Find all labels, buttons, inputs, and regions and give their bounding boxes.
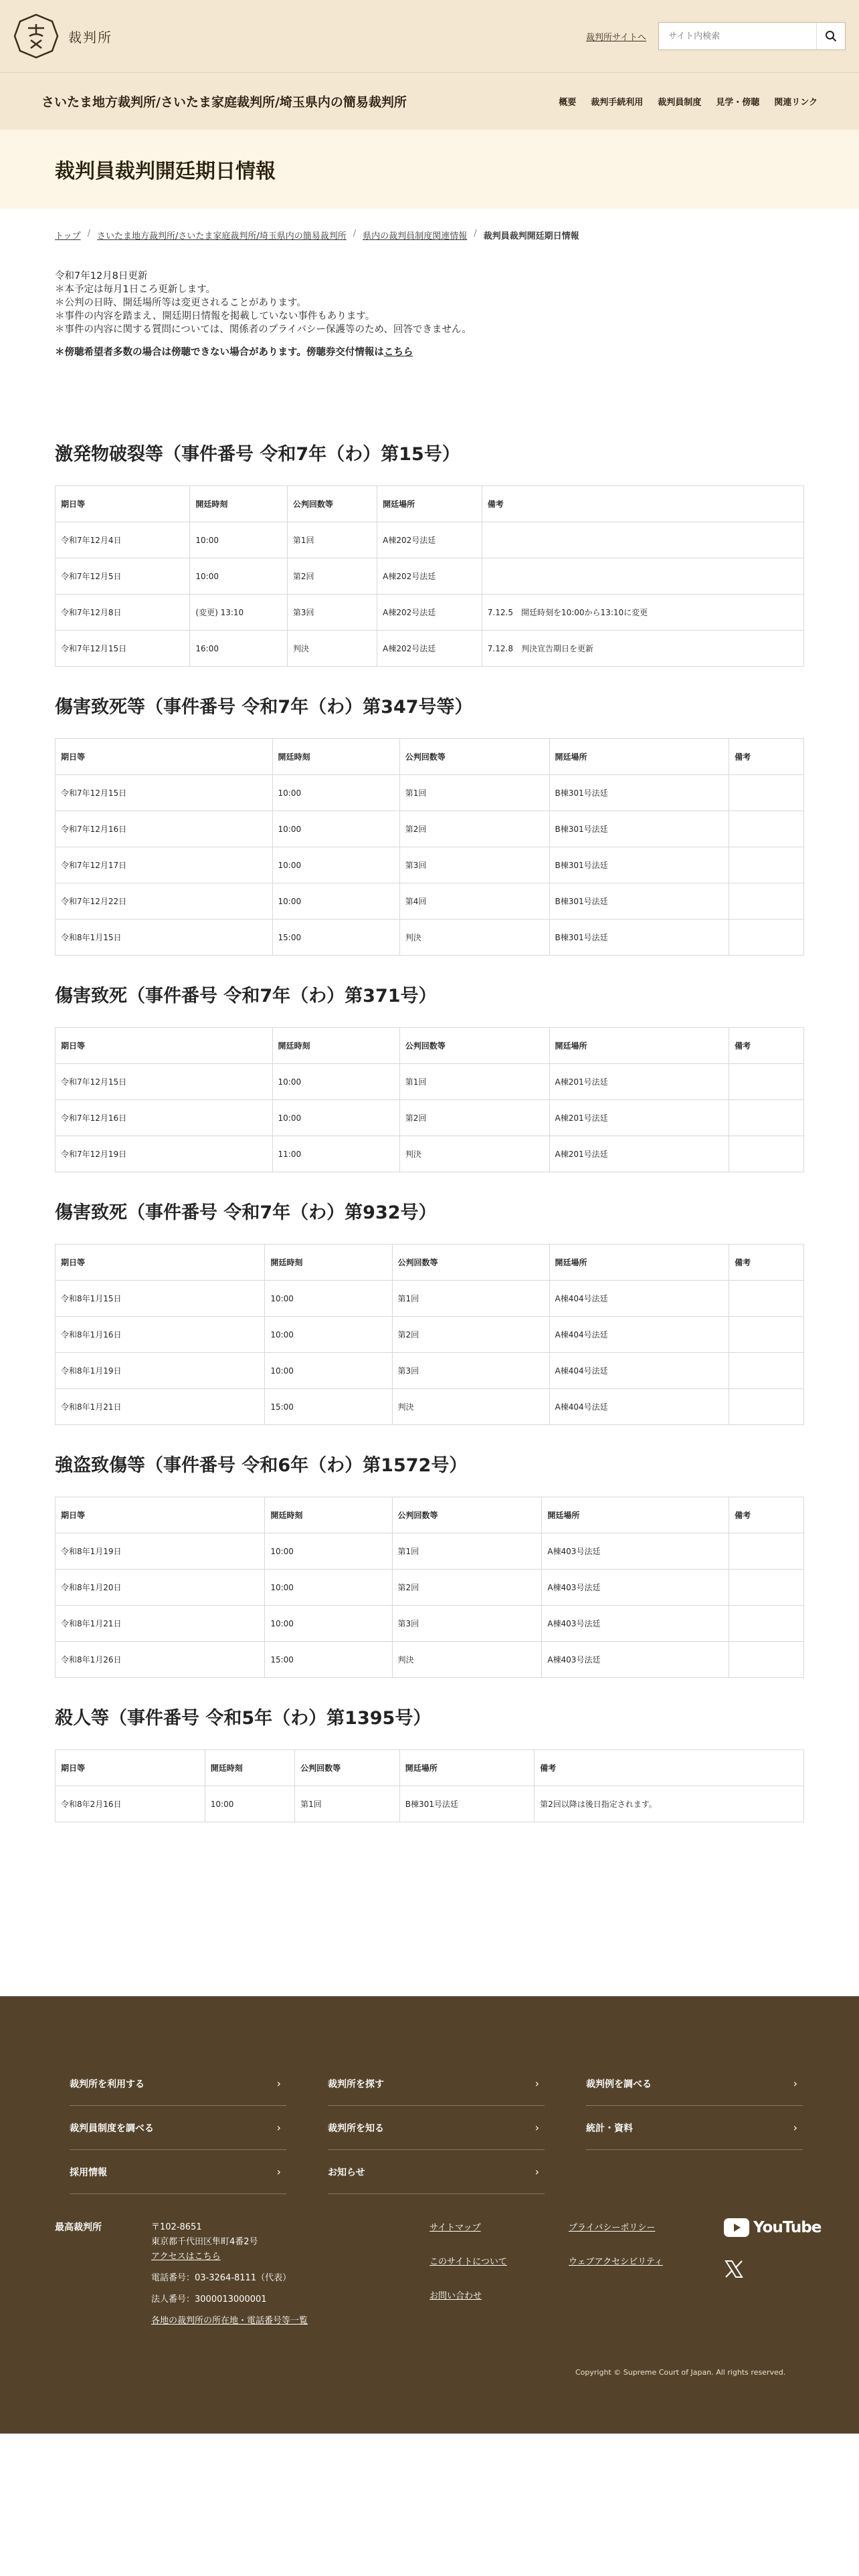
table-cell: 10:00	[265, 1606, 392, 1642]
table-cell: B棟301号法廷	[549, 775, 729, 811]
breadcrumb-separator: /	[353, 229, 357, 239]
table-cell: 10:00	[205, 1786, 294, 1822]
column-header: 期日等	[56, 1245, 265, 1281]
nav-item-related-links[interactable]: 関連リンク	[774, 98, 818, 108]
table-cell	[729, 1533, 804, 1570]
search-input[interactable]	[659, 23, 816, 49]
footer-link-contact[interactable]: お問い合わせ	[430, 2291, 482, 2301]
table-cell: 令和7年12月15日	[56, 775, 273, 811]
table-row	[56, 1533, 804, 1570]
column-header: 開廷時刻	[190, 486, 287, 522]
intro-line: ＊事件の内容を踏まえ、開廷期日情報を掲載していない事件もあります。	[55, 311, 375, 322]
table-cell: 令和7年12月17日	[56, 847, 273, 883]
case-title: 傷害致死（事件番号 令和7年（わ）第371号）	[55, 986, 437, 1006]
intro-line: 令和7年12月8日更新	[55, 271, 148, 282]
table-row	[56, 1353, 804, 1389]
case-title: 激発物破裂等（事件番号 令和7年（わ）第15号）	[55, 444, 460, 465]
table-cell: A棟202号法廷	[377, 522, 482, 558]
table-cell: 第2回	[392, 1317, 549, 1353]
table-cell: 10:00	[272, 1064, 399, 1100]
table-cell: A棟201号法廷	[549, 1064, 729, 1100]
postal-code: 〒102-8651	[151, 2222, 202, 2232]
column-header: 開廷時刻	[205, 1750, 294, 1786]
table-cell: 15:00	[265, 1389, 392, 1425]
table-cell: 10:00	[265, 1353, 392, 1389]
breadcrumb-separator: /	[474, 229, 477, 239]
table-row	[56, 1100, 804, 1136]
table-cell: 第1回	[399, 775, 549, 811]
column-header: 備考	[729, 739, 804, 775]
table-header-row	[56, 1028, 804, 1064]
table-cell: A棟404号法廷	[549, 1317, 729, 1353]
footer-address	[151, 2220, 308, 2329]
chevron-right-icon: ›	[535, 2077, 539, 2090]
case-list	[0, 359, 859, 1822]
table-row	[56, 775, 804, 811]
top-header	[0, 0, 859, 72]
table-header-row	[56, 1245, 804, 1281]
table-cell: 第1回	[287, 522, 377, 558]
table-cell: 判決	[392, 1389, 549, 1425]
table-cell: A棟403号法廷	[542, 1606, 729, 1642]
footer-link-accessibility[interactable]: ウェブアクセシビリティ	[569, 2257, 663, 2267]
table-cell: 令和7年12月22日	[56, 883, 273, 920]
table-row	[56, 920, 804, 956]
case-section	[55, 981, 804, 1172]
title-band	[0, 130, 859, 209]
search-icon	[825, 30, 837, 42]
footer-nav-label: 裁判例を調べる	[586, 2078, 652, 2090]
table-cell: B棟301号法廷	[399, 1786, 534, 1822]
corporate-number: 法人番号：3000013000001	[151, 2294, 267, 2304]
x-icon	[724, 2259, 744, 2279]
access-link[interactable]: アクセスはこちら	[151, 2252, 221, 2262]
breadcrumb-saibanin-info[interactable]: 県内の裁判員制度関連情報	[363, 231, 468, 241]
search-button[interactable]	[816, 23, 845, 49]
court-emblem-icon	[13, 13, 59, 59]
table-cell: 7.12.5 開廷時刻を10:00から13:10に変更	[482, 595, 803, 631]
footer-nav-link[interactable]	[586, 2106, 803, 2150]
nav-item-saibanin[interactable]: 裁判員制度	[658, 98, 702, 108]
table-cell: 10:00	[272, 811, 399, 847]
footer-nav-label: 裁判所を利用する	[70, 2078, 145, 2090]
case-title: 傷害致死（事件番号 令和7年（わ）第932号）	[55, 1202, 437, 1223]
column-header: 開廷場所	[549, 739, 729, 775]
table-cell: A棟404号法廷	[549, 1353, 729, 1389]
column-header: 期日等	[56, 486, 190, 522]
table-cell: 令和8年1月15日	[56, 920, 273, 956]
table-cell: B棟301号法廷	[549, 883, 729, 920]
table-cell: A棟403号法廷	[542, 1570, 729, 1606]
table-row	[56, 1642, 804, 1678]
table-cell: 判決	[392, 1642, 542, 1678]
nav-item-overview[interactable]: 概要	[559, 98, 577, 108]
table-cell: 令和7年12月8日	[56, 595, 190, 631]
column-header: 開廷場所	[549, 1028, 729, 1064]
case-section	[55, 692, 804, 956]
table-cell: A棟201号法廷	[549, 1100, 729, 1136]
youtube-icon	[724, 2218, 749, 2237]
youtube-link[interactable]	[724, 2218, 821, 2237]
nav-item-procedures[interactable]: 裁判手続利用	[591, 98, 644, 108]
table-row	[56, 522, 804, 558]
table-cell: 令和8年2月16日	[56, 1786, 205, 1822]
footer-nav-link[interactable]	[70, 2150, 286, 2194]
table-cell: 15:00	[265, 1642, 392, 1678]
table-cell: 令和8年1月26日	[56, 1642, 265, 1678]
table-row	[56, 883, 804, 920]
table-cell	[729, 1353, 804, 1389]
footer-org-name: 最高裁判所	[55, 2222, 102, 2233]
column-header: 開廷場所	[377, 486, 482, 522]
table-cell: 第2回	[399, 811, 549, 847]
footer-nav-label: 統計・資料	[586, 2123, 633, 2134]
column-header: 開廷場所	[549, 1245, 729, 1281]
table-cell: A棟202号法廷	[377, 558, 482, 595]
footer-link-privacy[interactable]: プライバシーポリシー	[569, 2223, 656, 2233]
table-cell: 第1回	[295, 1786, 400, 1822]
table-cell: 7.12.8 判決宣告期日を更新	[482, 631, 803, 667]
table-cell: 16:00	[190, 631, 287, 667]
table-cell	[729, 1389, 804, 1425]
table-cell: 10:00	[272, 847, 399, 883]
table-cell: 第2回以降は後日指定されます。	[535, 1786, 804, 1822]
footer-nav-label: 裁判員制度を調べる	[70, 2123, 154, 2134]
footer-nav-link[interactable]	[586, 2062, 803, 2106]
case-section	[55, 1451, 804, 1678]
intro-line: ＊公判の日時、開廷場所等は変更されることがあります。	[55, 298, 306, 308]
table-row	[56, 1136, 804, 1172]
footer-nav-label: お知らせ	[328, 2167, 365, 2178]
table-row	[56, 847, 804, 883]
column-header: 期日等	[56, 1028, 273, 1064]
column-header: 開廷時刻	[265, 1245, 392, 1281]
table-cell	[729, 811, 804, 847]
table-cell: 令和8年1月15日	[56, 1281, 265, 1317]
table-cell: 10:00	[272, 775, 399, 811]
table-cell: 10:00	[190, 522, 287, 558]
table-cell: 令和7年12月15日	[56, 631, 190, 667]
table-cell: 第3回	[392, 1606, 542, 1642]
footer-link-about[interactable]: このサイトについて	[430, 2257, 507, 2267]
table-cell: 判決	[399, 1136, 549, 1172]
breadcrumb	[0, 209, 859, 241]
table-row	[56, 595, 804, 631]
table-cell: 第1回	[399, 1064, 549, 1100]
ticket-info-link[interactable]: こちら	[383, 347, 413, 358]
table-cell: 令和8年1月19日	[56, 1533, 265, 1570]
case-title: 強盗致傷等（事件番号 令和6年（わ）第1572号）	[55, 1455, 468, 1476]
breadcrumb-current: 裁判員裁判開廷期日情報	[483, 231, 579, 241]
table-cell	[729, 847, 804, 883]
table-cell: B棟301号法廷	[549, 811, 729, 847]
column-header: 公判回数等	[399, 1028, 549, 1064]
table-cell	[729, 920, 804, 956]
table-cell: 令和7年12月4日	[56, 522, 190, 558]
case-section	[55, 1703, 804, 1822]
table-cell	[729, 1642, 804, 1678]
column-header: 備考	[482, 486, 803, 522]
copyright: Copyright © Supreme Court of Japan. All rights reserved.	[575, 2368, 786, 2377]
table-cell: 令和8年1月21日	[56, 1389, 265, 1425]
footer-nav-link[interactable]	[70, 2106, 286, 2150]
column-header: 開廷時刻	[265, 1497, 392, 1533]
ticket-note	[55, 346, 804, 359]
x-link[interactable]	[724, 2259, 744, 2282]
table-cell: 第2回	[287, 558, 377, 595]
table-cell	[482, 522, 803, 558]
column-header: 備考	[535, 1750, 804, 1786]
table-cell: 第3回	[392, 1353, 549, 1389]
table-cell: 令和8年1月16日	[56, 1317, 265, 1353]
table-cell: B棟301号法廷	[549, 920, 729, 956]
logo-text: 裁判所	[68, 29, 112, 45]
table-cell	[729, 1281, 804, 1317]
table-cell: 第4回	[399, 883, 549, 920]
youtube-wordmark: YouTube	[753, 2219, 822, 2236]
case-section	[55, 439, 804, 667]
table-row	[56, 1281, 804, 1317]
court-name-link[interactable]: さいたま地方裁判所/さいたま家庭裁判所/埼玉県内の簡易裁判所	[41, 95, 407, 110]
breadcrumb-court[interactable]: さいたま地方裁判所/さいたま家庭裁判所/埼玉県内の簡易裁判所	[97, 231, 347, 241]
column-header: 期日等	[56, 739, 273, 775]
table-cell	[729, 1064, 804, 1100]
case-title: 殺人等（事件番号 令和5年（わ）第1395号）	[55, 1708, 432, 1729]
footer-nav-link[interactable]	[328, 2106, 545, 2150]
site-footer	[0, 1996, 859, 2434]
case-section	[55, 1198, 804, 1425]
intro-line: ＊事件の内容に関する質問については、関係者のプライバシー保護等のため、回答できません。	[55, 324, 472, 335]
footer-nav-link[interactable]	[328, 2150, 545, 2194]
column-header: 公判回数等	[399, 739, 549, 775]
column-header: 期日等	[56, 1497, 265, 1533]
phone-number: 電話番号：03-3264-8111（代表）	[151, 2273, 292, 2283]
table-cell: A棟403号法廷	[542, 1533, 729, 1570]
chevron-right-icon: ›	[276, 2121, 281, 2134]
chevron-right-icon: ›	[276, 2077, 281, 2090]
table-cell: 第3回	[287, 595, 377, 631]
table-cell: 10:00	[265, 1533, 392, 1570]
court-directory-link[interactable]: 各地の裁判所の所在地・電話番号等一覧	[151, 2316, 308, 2326]
table-cell	[729, 1606, 804, 1642]
column-header: 期日等	[56, 1750, 205, 1786]
nav-item-tour[interactable]: 見学・傍聴	[716, 98, 760, 108]
table-cell: A棟404号法廷	[549, 1389, 729, 1425]
intro-line: ＊本予定は毎月1日ころ更新します。	[55, 284, 216, 295]
table-cell: 令和7年12月19日	[56, 1136, 273, 1172]
table-cell: 令和8年1月20日	[56, 1570, 265, 1606]
table-cell: 令和8年1月21日	[56, 1606, 265, 1642]
table-header-row	[56, 486, 804, 522]
table-cell	[729, 1100, 804, 1136]
footer-nav-label: 裁判所を知る	[328, 2123, 384, 2134]
table-cell: 令和8年1月19日	[56, 1353, 265, 1389]
hearing-schedule-table	[55, 1497, 804, 1678]
column-header: 公判回数等	[392, 1245, 549, 1281]
table-cell: 判決	[287, 631, 377, 667]
table-cell	[729, 883, 804, 920]
column-header: 公判回数等	[295, 1750, 400, 1786]
chevron-right-icon: ›	[793, 2121, 797, 2134]
table-cell: 10:00	[265, 1570, 392, 1606]
column-header: 開廷場所	[542, 1497, 729, 1533]
hearing-schedule-table	[55, 1244, 804, 1425]
court-site-link[interactable]: 裁判所サイトへ	[585, 32, 646, 43]
chevron-right-icon: ›	[793, 2077, 797, 2090]
table-cell: 11:00	[272, 1136, 399, 1172]
breadcrumb-top[interactable]: トップ	[55, 231, 81, 241]
table-cell: 10:00	[265, 1281, 392, 1317]
table-cell: 10:00	[272, 883, 399, 920]
table-header-row	[56, 739, 804, 775]
site-logo[interactable]	[13, 13, 112, 59]
footer-links	[430, 2220, 710, 2301]
column-header: 開廷時刻	[272, 1028, 399, 1064]
table-row	[56, 1317, 804, 1353]
column-header: 公判回数等	[392, 1497, 542, 1533]
table-cell: (変更) 13:10	[190, 595, 287, 631]
breadcrumb-separator: /	[87, 229, 91, 239]
table-cell: 10:00	[190, 558, 287, 595]
footer-nav-link[interactable]	[70, 2062, 286, 2106]
column-header: 備考	[729, 1245, 804, 1281]
table-cell: 10:00	[272, 1100, 399, 1136]
table-row	[56, 1786, 804, 1822]
footer-link-sitemap[interactable]: サイトマップ	[430, 2223, 481, 2233]
table-header-row	[56, 1497, 804, 1533]
chevron-right-icon: ›	[276, 2165, 281, 2178]
table-row	[56, 1570, 804, 1606]
footer-nav-link[interactable]	[328, 2062, 545, 2106]
footer-nav	[70, 2062, 803, 2194]
table-row	[56, 811, 804, 847]
table-cell	[482, 558, 803, 595]
footer-nav-label: 採用情報	[70, 2167, 107, 2178]
table-row	[56, 1606, 804, 1642]
table-cell: 15:00	[272, 920, 399, 956]
table-cell: A棟403号法廷	[542, 1642, 729, 1678]
main-navbar	[0, 72, 859, 130]
chevron-right-icon: ›	[535, 2121, 539, 2134]
table-header-row	[56, 1750, 804, 1786]
table-row	[56, 631, 804, 667]
table-cell: 令和7年12月16日	[56, 1100, 273, 1136]
table-cell: 令和7年12月5日	[56, 558, 190, 595]
hearing-schedule-table	[55, 1027, 804, 1172]
ticket-note-text: ＊傍聴希望者多数の場合は傍聴できない場合があります。傍聴券交付情報は	[55, 347, 384, 358]
search-box	[658, 22, 846, 50]
column-header: 開廷時刻	[272, 739, 399, 775]
street-address: 東京都千代田区隼町4番2号	[151, 2237, 258, 2247]
column-header: 備考	[729, 1028, 804, 1064]
table-cell: 令和7年12月15日	[56, 1064, 273, 1100]
column-header: 開廷場所	[399, 1750, 534, 1786]
table-cell: 10:00	[265, 1317, 392, 1353]
footer-nav-label: 裁判所を探す	[328, 2078, 384, 2090]
table-cell	[729, 1570, 804, 1606]
table-cell	[729, 1136, 804, 1172]
table-cell: 第1回	[392, 1533, 542, 1570]
intro-text	[0, 241, 859, 359]
table-cell	[729, 775, 804, 811]
table-cell: B棟301号法廷	[549, 847, 729, 883]
hearing-schedule-table	[55, 1749, 804, 1822]
case-title: 傷害致死等（事件番号 令和7年（わ）第347号等）	[55, 697, 473, 718]
table-row	[56, 1064, 804, 1100]
main-nav	[559, 95, 818, 108]
table-cell: A棟201号法廷	[549, 1136, 729, 1172]
table-cell: 令和7年12月16日	[56, 811, 273, 847]
table-cell	[729, 1317, 804, 1353]
table-cell: 第1回	[392, 1281, 549, 1317]
table-cell: 判決	[399, 920, 549, 956]
table-row	[56, 558, 804, 595]
table-cell: 第3回	[399, 847, 549, 883]
table-row	[56, 1389, 804, 1425]
table-cell: A棟202号法廷	[377, 595, 482, 631]
table-cell: A棟202号法廷	[377, 631, 482, 667]
hearing-schedule-table	[55, 738, 804, 956]
table-cell: 第2回	[392, 1570, 542, 1606]
table-cell: 第2回	[399, 1100, 549, 1136]
hearing-schedule-table	[55, 486, 804, 667]
column-header: 備考	[729, 1497, 804, 1533]
chevron-right-icon: ›	[535, 2165, 539, 2178]
table-cell: A棟404号法廷	[549, 1281, 729, 1317]
column-header: 公判回数等	[287, 486, 377, 522]
page-title: 裁判員裁判開廷期日情報	[55, 160, 276, 183]
